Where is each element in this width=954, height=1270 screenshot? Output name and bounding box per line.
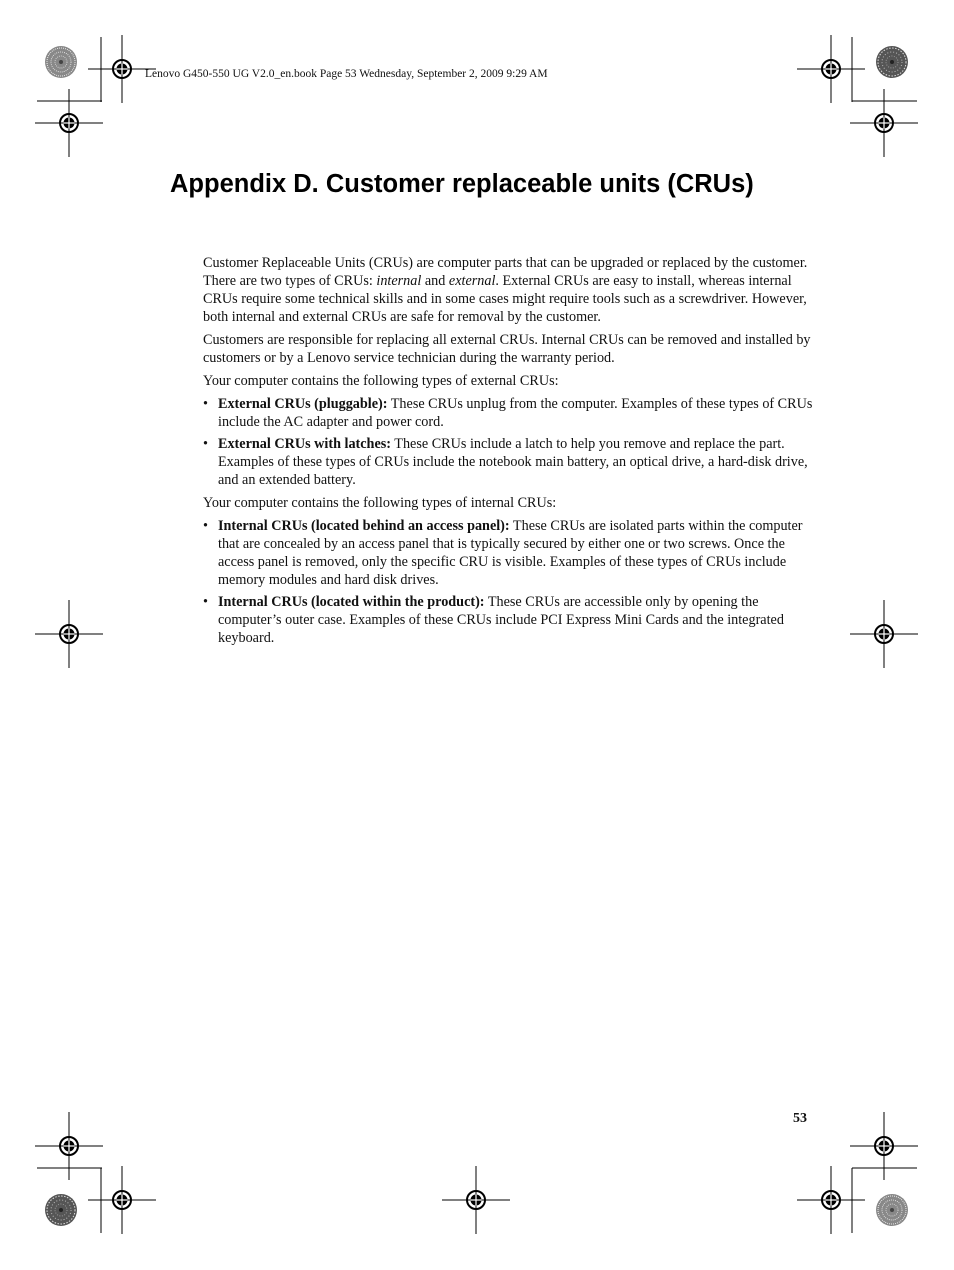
bullet: • <box>203 518 208 534</box>
item-label: Internal CRUs (located within the product): <box>218 594 485 610</box>
page-number: 53 <box>793 1111 807 1126</box>
registration-target-icon <box>850 1112 918 1180</box>
external-cru-list <box>203 395 813 489</box>
responsibility-paragraph: Customers are responsible for replacing all external CRUs. Internal CRUs can be removed and installed by customers or by a Lenovo service technician during the warranty period. <box>203 332 811 366</box>
document-body <box>203 254 813 652</box>
running-header: Lenovo G450-550 UG V2.0_en.book Page 53 Wednesday, September 2, 2009 9:29 AM <box>145 68 548 80</box>
item-text: These CRUs include a latch to help you remove and replace the part. Examples of these types of CRUs include the notebook main battery, an optical drive, a hard-disk drive, and an extended battery. <box>218 436 808 488</box>
item-label: Internal CRUs (located behind an access panel): <box>218 518 510 534</box>
bullet: • <box>203 396 208 412</box>
list-item <box>203 593 813 647</box>
bullet: • <box>203 436 208 452</box>
intro-paragraph: Customer Replaceable Units (CRUs) are computer parts that can be upgraded or replaced by the customer. There are two types of CRUs: internal and external. External CRUs are easy to install, whereas internal CRUs require some technical skills and in some cases might require tools such as a screwdriver. However, both internal and external CRUs are safe for removal by the customer. <box>203 255 808 325</box>
color-wheel-icon <box>45 46 77 78</box>
registration-target-icon <box>797 35 865 103</box>
internal-cru-list <box>203 517 813 647</box>
registration-target-icon <box>35 1112 103 1180</box>
item-text: These CRUs unplug from the computer. Examples of these types of CRUs include the AC adapter and power cord. <box>218 396 813 430</box>
page-title: Appendix D. Customer replaceable units (CRUs) <box>170 170 754 198</box>
registration-target-icon <box>797 1166 865 1234</box>
item-text: These CRUs are isolated parts within the computer that are concealed by an access panel that is typically secured by either one or two screws. Once the access panel is removed, only the specific CRU is visible. Examples of these types of CRUs include memory modules and hard disk drives. <box>218 518 803 588</box>
registration-target-icon <box>88 1166 156 1234</box>
item-text: These CRUs are accessible only by opening the computer’s outer case. Examples of these CRUs include PCI Express Mini Cards and the integrated keyboard. <box>218 594 784 646</box>
list-item <box>203 517 813 589</box>
registration-target-icon <box>35 89 103 157</box>
item-label: External CRUs (pluggable): <box>218 396 388 412</box>
color-wheel-icon <box>876 46 908 78</box>
color-wheel-icon <box>45 1194 77 1226</box>
list-item <box>203 435 813 489</box>
internal-intro-paragraph: Your computer contains the following types of internal CRUs: <box>203 495 557 511</box>
registration-target-icon <box>850 89 918 157</box>
term-external: external <box>448 273 496 289</box>
external-intro-paragraph: Your computer contains the following types of external CRUs: <box>203 373 559 389</box>
registration-target-icon <box>442 1166 510 1234</box>
registration-target-icon <box>850 600 918 668</box>
item-label: External CRUs with latches: <box>218 436 391 452</box>
registration-target-icon <box>35 600 103 668</box>
bullet: • <box>203 594 208 610</box>
color-wheel-icon <box>876 1194 908 1226</box>
term-internal: internal <box>376 273 422 289</box>
list-item <box>203 395 813 431</box>
